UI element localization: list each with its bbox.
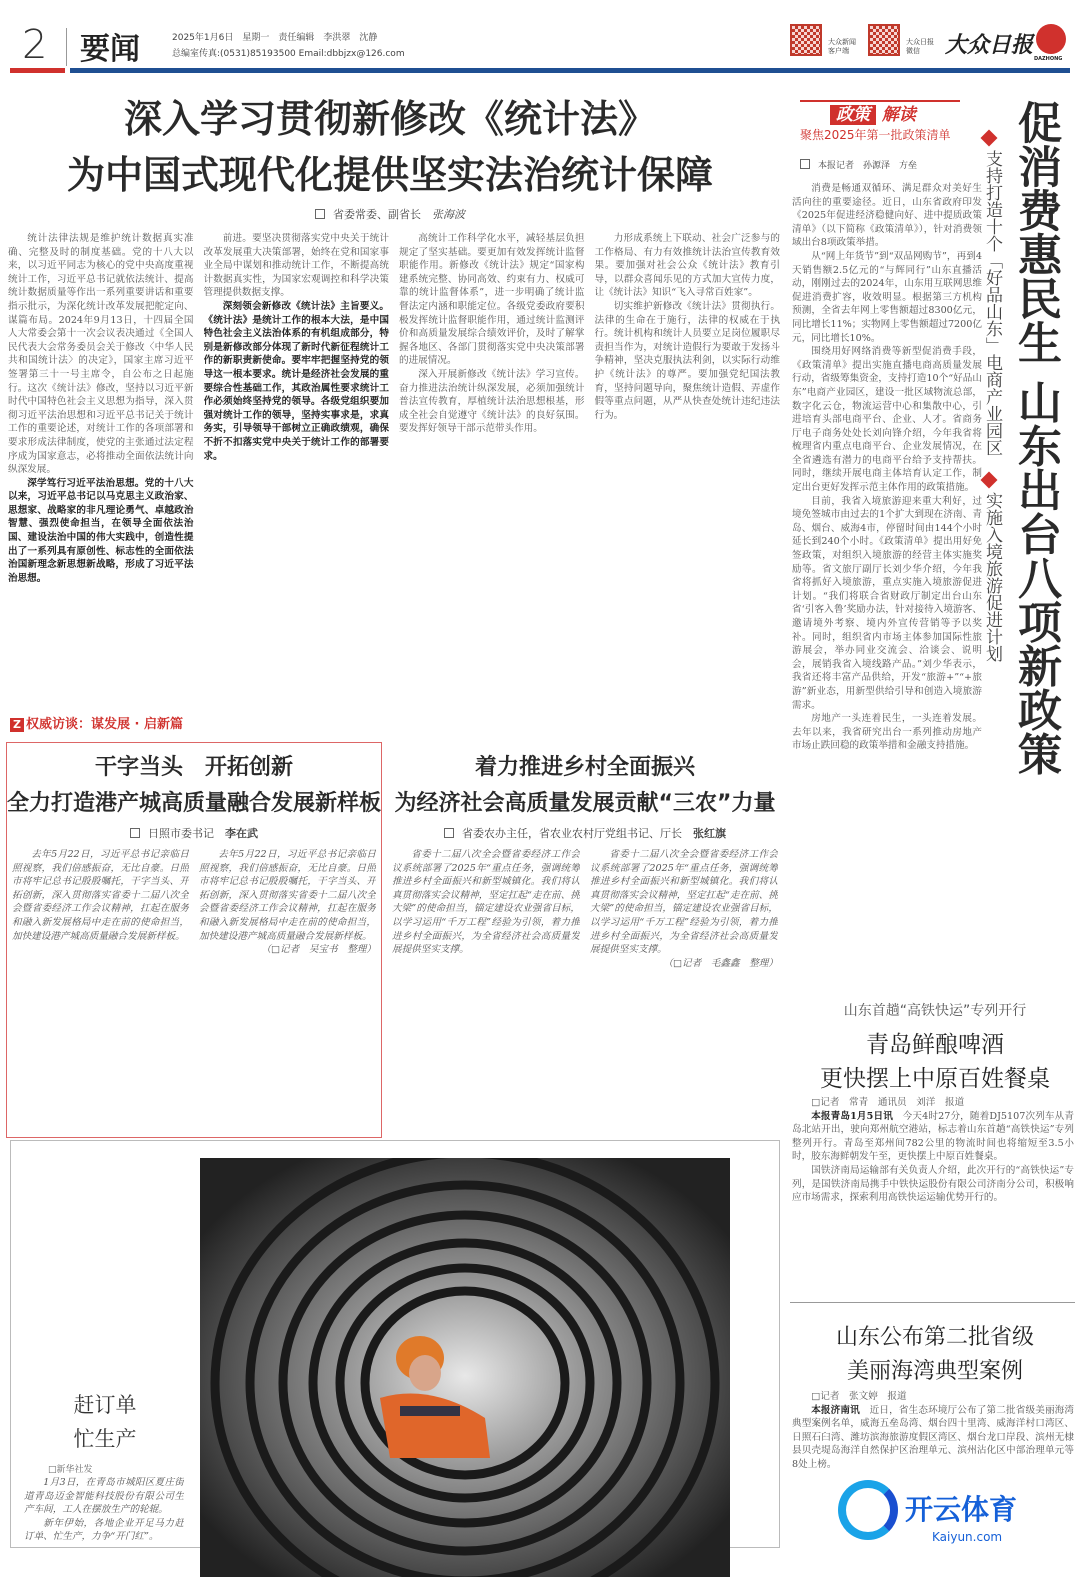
logo-emblem-icon [1036, 24, 1066, 54]
interview-a-body: 去年5月22日，习近平总书记亲临日照视察，我们倍感振奋，无比自豪。日照市将牢记总书记殷殷嘱托，干字当头、开拓创新，深入贯彻落实省委十二届八次全会暨省委经济工作会议精神，扛起在服务和融入新发展格局中走在前的使命担当，加快建设港产城高质量融合发展新样板。 去年5月22日，习近平总书记亲临日照视察，我们倍感振奋，无比自豪。日照市将牢记总书记殷殷嘱托，干字当头、开拓创新，深入贯彻落实省委十二届八次全会暨省委经济工作会议精神，扛起在服务和融入新发展格局中走在前的使命担当，加快建设港产城高质量融合发展新样板。 （□记者 吴宝书 整理） [12, 849, 376, 956]
divider [790, 1302, 1075, 1303]
photo-caption-title: 赶订单 忙生产 [73, 1393, 137, 1451]
watermark-sub: Kaiyun.com [932, 1530, 1003, 1544]
bay-title1: 山东公布第二批省级 [835, 1325, 1034, 1350]
rail-title1: 青岛鲜酿啤酒 [866, 1032, 1004, 1058]
interview-a-byline: 日照市委书记 李在武 [6, 825, 382, 841]
masthead-meta [172, 30, 405, 62]
logo-sub: DAZHONG [1034, 56, 1063, 62]
interview-label: Z 权威访谈：谋发展 · 启新篇 [10, 713, 183, 732]
contact-line: 总编室传真:(0531)85193500 Email:dbbjzx@126.com [172, 49, 405, 59]
rail-kicker: 山东首趟“高铁快运”专列开行 [843, 1003, 1027, 1019]
lead-byline [0, 206, 780, 222]
qr-label: 大众日报微信 [906, 38, 934, 55]
lead-column: 高统计工作科学化水平，减轻基层负担规定了坚实基础。要更加有效发挥统计监督职能作用。新修改《统计法》规定“国家构建系统完整、协同高效、约束有力、权威可靠的统计监督体系”，进一步明确了统计监督法定内涵和职能定位。各级党委政府要积极发挥统计监督职能作用，通过统计监测评价和高质量发展综合绩效评价，及时了解掌握各地区、各部门贯彻落实党中央决策部署的进展情况。 深入开展新修改《统计法》学习宣传。奋力推进法治统计纵深发展，必须加强统计普法宣传教育，厚植统计法治思想根基，形成全社会自觉遵守《统计法》的良好氛围。要发挥好领导干部示范带头作用。 [399, 233, 585, 435]
bay-body: □记者 张文婷 报道 本报济南讯 近日，省生态环境厅公布了第二批省级美丽海湾典型案例名单，威海五垒岛湾、烟台四十里湾、威海洋村口湾区、日照石臼湾、潍坊滨海旅游度假区湾区、烟台龙口岸段、滨州无棣县贝壳堤岛海洋自然保护区治理单元、滨州沾化区中部治理单元等8处上榜。 [792, 1391, 1074, 1470]
interview-a-title2: 全力打造港产城高质量融合发展新样板 [6, 791, 381, 816]
interview-b-body: 省委十二届八次全会暨省委经济工作会议系统部署了2025年“重点任务，强调统筹推进乡村全面振兴和新型城镇化。我们将认真贯彻落实会议精神，坚定扛起“走在前、挑大梁”的使命担当，锚定建设农业强省目标，以学习运用“千万工程”经验为引领，着力推进乡村全面振兴，为全省经济社会高质量发展提供坚实支撑。 省委十二届八次全会暨省委经济工作会议系统部署了2025年“重点任务，强调统筹推进乡村全面振兴和新型城镇化。我们将认真贯彻落实会议精神，坚定扛起“走在前、挑大梁”的使命担当，锚定建设农业强省目标，以学习运用“千万工程”经验为引领，着力推进乡村全面振兴，为全省经济社会高质量发展提供坚实支撑。 （□记者 毛鑫鑫 整理） [392, 849, 778, 969]
interview-b-title2: 为经济社会高质量发展贡献“三农”力量 [394, 791, 776, 816]
zhong-logo-icon: Z [10, 718, 24, 732]
lead-title-line1: 深入学习贯彻新修改《统计法》 [123, 97, 656, 141]
qr-code-icon[interactable] [790, 24, 822, 56]
kicker-sub: 聚焦2025年第一批政策清单 [800, 128, 951, 142]
qr-label: 大众新闻客户端 [828, 38, 856, 55]
date-line: 2025年1月6日 星期一 责任编辑 李洪翠 沈静 [172, 33, 378, 43]
lead-column: 前进。要坚决贯彻落实党中央关于统计改革发展重大决策部署，始终在党和国家事业全局中谋划和推动统计工作，不断提高统计数据真实性，为国家宏观调控和科学决策管理提供数据支撑。 深刻领会新修改《统计法》主旨要义。《统计法》是统计工作的根本大法，是中国特色社会主义法治体系的有机组成部分，特别是新修改部分体现了新时代新征程统计工作的新职责新使命。要牢牢把握坚持党的领导这一根本要求。统计是经济社会发展的重要综合性基础工作，其政治属性要求统计工作必须始终坚持党的领导。各级党组织要加强对统计工作的领导，坚持实事求是，求真务实，引导领导干部树立正确政绩观，确保不折不扣落实党中央关于统计工作的部署要求。 [203, 233, 389, 462]
interview-b-byline: 省委农办主任，省农业农村厅党组书记、厅长 张红旗 [390, 825, 780, 841]
photo-credit: □新华社发 [48, 1465, 93, 1475]
box-icon [315, 209, 325, 219]
logo: 大众日报 [945, 32, 1034, 58]
factory-photo [200, 1158, 730, 1577]
divider [66, 28, 67, 66]
interview-b-title1: 着力推进乡村全面振兴 [474, 755, 695, 780]
interview-a-title1: 干字当头 开拓创新 [94, 755, 293, 780]
byline-name: 张海波 [432, 208, 465, 221]
rail-title2: 更快摆上中原百姓餐桌 [820, 1066, 1050, 1092]
page-number: 2 [22, 22, 48, 68]
sidebar-sub1: 支持打造十个「好品山东」电商产业园区 [982, 150, 1002, 456]
lead-column: 力形成系统上下联动、社会广泛参与的工作格局、有力有效推统计法治宣传教育效果。要加强对社会公众《统计法》教育引导，以群众喜闻乐见的方式加大宣传力度，让《统计法》知识“飞入寻常百姓家”。 切实维护新修改《统计法》贯彻执行。法律的生命在于施行，法律的权威在于执行。统计机构和统计人员要立足岗位履职尽责担当作为，对统计造假行为要敢于发扬斗争精神，坚决克服执法利剑，以实际行动维护《统计法》的尊严。要加强党纪国法教育，坚持问题导向，聚焦统计造假、弄虚作假等重点问题，从严从快查处统计违纪违法行为。 [594, 233, 780, 421]
rail-body: □记者 常青 通讯员 刘洋 报道 本报青岛1月5日讯 今天4时27分，随着DJ5107次列车从青岛北站开出，驶向郑州航空港站，标志着山东首趟“高铁快运”专列整列开行。青岛至郑州间782公里的物流时间也将缩短至3.5小时，胶东海鲜朝发午至，更快摆上中原百姓餐桌。 国铁济南局运输部有关负责人介绍，此次开行的“高铁快运”专列，是国铁济南局携手中铁快运股份有限公司济南分公司，积极响应市场需求，探索利用高铁快运运输优势开行的。 [792, 1097, 1074, 1204]
qr-code-icon[interactable] [868, 24, 900, 56]
red-rule [10, 68, 65, 73]
policy-kicker: 政策 解读 [830, 100, 916, 125]
sidebar-body: 消费是畅通双循环、满足群众对美好生活向往的重要途径。近日，山东省政府印发《2025年促进经济稳健向好、进中提质政策清单》（以下简称《政策清单》），针对消费领域出台8项政策举措。 从“网上年货节”到“双品网购节”，再到4天销售额2.5亿元的“与辉同行”山东直播活动，刚刚过去的2024年，山东用互联网思维促进消费扩容，收效明显。根据第三方机构预测，全省去年网上零售额超过8300亿元，同比增长11%；实物网上零售额超过7200亿元，同比增长10%。 围绕用好网络消费等新型促消费手段，《政策清单》提出实施直播电商高质量发展行动，省级筹集资金，支持打造10个“好品山东”电商产业园区，建设一批区域物流总部，数字化云仓，物流运营中心和集散中心，引进培育头部电商平台、企业、人才。省商务厅电子商务处处长刘向锋介绍，今年我省将梳理省内重点电商平台、企业发展情况，在全省遴选有潜力的电商平台给予支持帮扶。同时，继续开展电商主体培育认定工作，制定出台更好发挥示范主体作用的政策措施。 目前，我省入境旅游迎来重大利好，过境免签城市由过去的1个扩大到现在济南、青岛、烟台、威海4市，停留时间由144个小时延长到240个小时。《政策清单》提出用好免签政策，对组织入境旅游的经营主体实施奖励等。省文旅厅副厅长刘少华介绍，今年我省将抓好入境旅游，重点实施入境旅游促进计划。“我们将联合省财政厅制定出台山东省‘引客入鲁’奖励办法，针对接待入境游客、邀请境外考察、境内外宣传营销等予以奖补。同时，组织省内市场主体参加国际性旅游展会，举办同业交流会、洽谈会、说明会，展销我省入境线路产品。”刘少华表示，我省还将丰富产品供给，开发“旅游+”“+旅游”新业态，用新型供给引导和创造入境旅游需求。 房地产一头连着民生，一头连着发展。去年以来，我省研究出台一系列推动房地产市场止跌回稳的政策举措和金融支持措施。 [792, 183, 982, 752]
lead-title-line2: 为中国式现代化提供坚实法治统计保障 [66, 153, 713, 197]
blue-rule [70, 68, 1070, 73]
lead-column: 统计法律法规是维护统计数据真实准确、完整及时的制度基础。党的十八大以来，以习近平同志为核心的党中央高度重视统计工作，习近平总书记就依法统计、提高统计数据质量等作出一系列重要讲话和重要指示批示，为深化统计改革发展把舵定向、谋篇布局。2024年9月13日，十四届全国人大常委会第十一次会议表决通过《全国人民代表大会常务委员会关于修改〈中华人民共和国统计法〉的决定》，国家主席习近平签署第三十一号主席令，自公布之日起施行。这次《统计法》修改，坚持以习近平新时代中国特色社会主义思想为指导，深入贯彻习近平法治思想和习近平总书记关于统计工作的重要论述，对统计工作的各项部署和要求形成法律制度，使党的主张通过法定程序成为国家意志，必将推动全面依法统计向纵深发展。 深学笃行习近平法治思想。党的十八大以来，习近平总书记以马克思主义政治家、思想家、战略家的非凡理论勇气、卓越政治智慧、强烈使命担当，在领导全面依法治国、建设法治中国的伟大实践中，创造性提出了一系列具有原创性、标志性的全面依法治国新理念新思想新战略，形成了习近平法治思想。 [8, 233, 194, 584]
bay-title2: 美丽海湾典型案例 [846, 1359, 1023, 1384]
photo-caption: 1月3日，在青岛市城阳区夏庄街道青岛迈金智能科技股份有限公司生产车间，工人在摆放生产的轮辊。 新年伊始，各地企业开足马力赶订单、忙生产，力争“开门红”。 [24, 1477, 184, 1543]
watermark-text: 开云体育 [905, 1493, 1018, 1526]
sidebar-byline: 本报记者 孙源泽 方垒 [800, 158, 917, 171]
diamond-icon [981, 472, 998, 489]
sidebar-headline: 促消费惠民生 山东出台八项新政策 [1010, 100, 1061, 776]
section-title: 要闻 [80, 32, 140, 67]
sidebar-sub2: 实施入境旅游促进计划 [982, 492, 1002, 662]
qr-codes [790, 24, 940, 56]
lead-body [8, 232, 780, 700]
byline-role: 省委常委、副省长 [333, 208, 421, 221]
watermark-logo-icon [838, 1480, 898, 1540]
diamond-icon [981, 130, 998, 147]
